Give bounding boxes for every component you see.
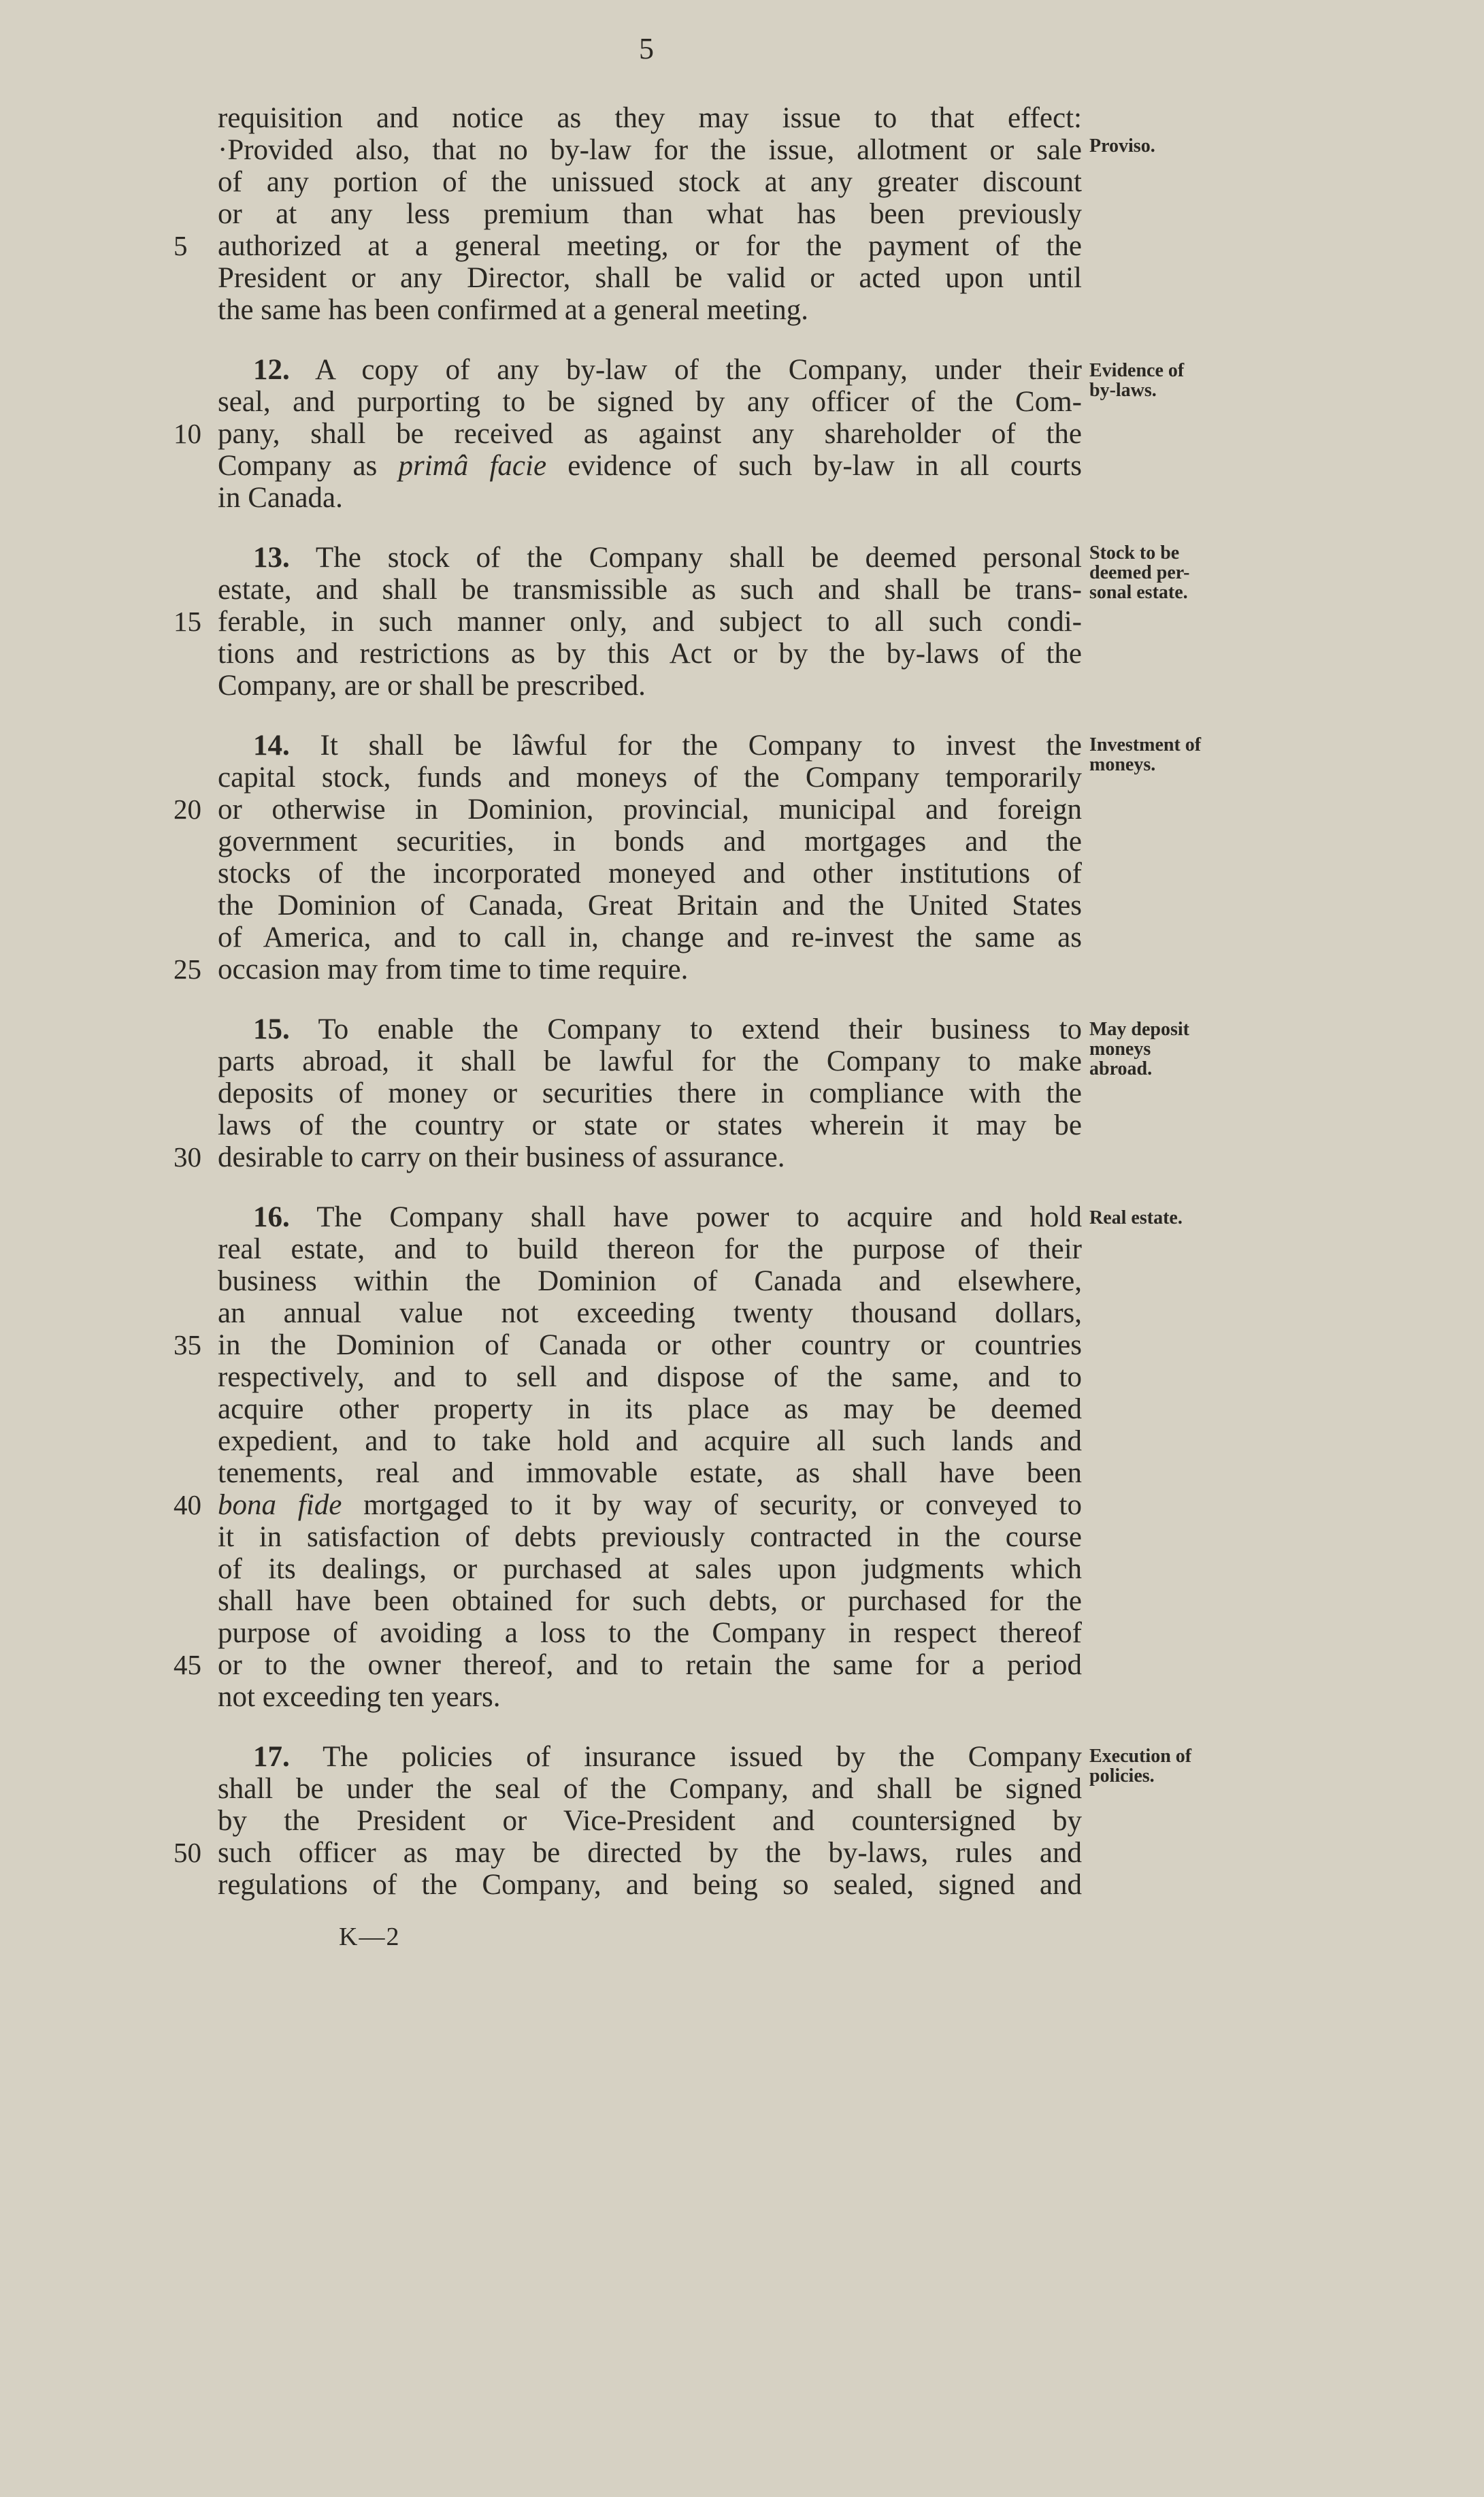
text-line (218, 1585, 1082, 1617)
side-note-line: May deposit (1089, 1019, 1189, 1040)
text-line (218, 1297, 1082, 1329)
line-text: seal, and purporting to be signed by any officer of the Com- (218, 386, 1082, 418)
side-note-line: moneys. (1089, 754, 1156, 775)
line-text: authorized at a general meeting, or for the payment of the (218, 230, 1082, 262)
section-number: 12. (253, 354, 290, 386)
line-text: It shall be lâwful for the Company to invest the (289, 730, 1082, 762)
line-number: 25 (174, 953, 201, 985)
side-note-line: Stock to be (1089, 542, 1180, 564)
text-line (218, 1869, 1082, 1901)
side-note-line: Execution of (1089, 1746, 1192, 1767)
line-text: an annual value not exceeding twenty thousand dollars, (218, 1297, 1082, 1329)
line-text: tions and restrictions as by this Act or by the by-laws of the (218, 638, 1082, 670)
text-line (218, 294, 1082, 326)
line-text: The stock of the Company shall be deemed personal (289, 542, 1082, 574)
text-line (218, 858, 1082, 890)
text-line (218, 354, 1082, 386)
text-line (218, 262, 1082, 294)
text-line (218, 166, 1082, 198)
text-line (218, 1521, 1082, 1553)
line-text: it in satisfaction of debts previously contracted in the course (218, 1521, 1082, 1553)
side-note (1089, 136, 1253, 156)
line-text: ferable, in such manner only, and subject to all such condi- (218, 606, 1082, 638)
side-note-line: abroad. (1089, 1058, 1153, 1079)
text-line (218, 1489, 1082, 1521)
text-line (218, 1109, 1082, 1141)
line-text: To enable the Company to extend their business to (289, 1013, 1082, 1045)
side-note-line: Investment of (1089, 734, 1202, 755)
text-line (218, 890, 1082, 921)
text-line (218, 606, 1082, 638)
text-line (218, 1617, 1082, 1649)
side-note (1089, 543, 1253, 602)
text-line (218, 102, 1082, 134)
line-text: or at any less premium than what has been previously (218, 198, 1082, 230)
line-text: real estate, and to build thereon for the purpose of their (218, 1233, 1082, 1265)
section-number: 15. (253, 1013, 290, 1045)
line-text: shall have been obtained for such debts, or purchased for the (218, 1585, 1082, 1617)
text-line (218, 1805, 1082, 1837)
line-text: pany, shall be received as against any shareholder of the (218, 418, 1082, 450)
line-number: 30 (174, 1141, 201, 1173)
line-number: 50 (174, 1837, 201, 1868)
section-number: 17. (253, 1741, 290, 1773)
text-line (218, 794, 1082, 826)
section-number: 13. (253, 542, 290, 574)
text-line (218, 418, 1082, 450)
text-line (218, 230, 1082, 262)
text-line (218, 1837, 1082, 1869)
text-line (218, 638, 1082, 670)
line-number: 20 (174, 794, 201, 825)
italic-phrase: bona fide (218, 1489, 342, 1521)
line-text: or otherwise in Dominion, provincial, municipal and foreign (218, 794, 1082, 826)
line-text: A copy of any by-law of the Company, under their (289, 354, 1082, 386)
text-line (218, 1201, 1082, 1233)
italic-phrase: primâ facie (398, 450, 547, 482)
text-line (218, 953, 1082, 985)
text-line (218, 198, 1082, 230)
line-text: estate, and shall be transmissible as such and shall be trans- (218, 574, 1082, 606)
page-number: 5 (639, 32, 654, 65)
line-text: in the Dominion of Canada or other country or countries (218, 1329, 1082, 1361)
side-note-line: deemed per- (1089, 562, 1190, 583)
line-text: respectively, and to sell and dispose of the same, and to (218, 1361, 1082, 1393)
signature-mark: K—2 (339, 1923, 401, 1951)
text-line (218, 1773, 1082, 1805)
line-text: or to the owner thereof, and to retain the same for a period (218, 1649, 1082, 1681)
section-number: 14. (253, 730, 290, 762)
side-note (1089, 1208, 1253, 1228)
line-text: occasion may from time to time require. (218, 953, 689, 985)
text-line (218, 1393, 1082, 1425)
line-text: of any portion of the unissued stock at any greater discount (218, 166, 1082, 198)
side-note (1089, 361, 1253, 400)
line-text: of its dealings, or purchased at sales upon judgments which (218, 1553, 1082, 1585)
text-line (218, 1741, 1082, 1773)
text-line (218, 1077, 1082, 1109)
line-text: stocks of the incorporated moneyed and other institutions of (218, 858, 1082, 890)
text-line (218, 1045, 1082, 1077)
side-note-line: Evidence of (1089, 360, 1185, 381)
line-number: 35 (174, 1329, 201, 1360)
line-text: mortgaged to it by way of security, or conveyed to (342, 1489, 1083, 1521)
line-text: tenements, real and immovable estate, as shall have been (218, 1457, 1082, 1489)
text-line (218, 1141, 1082, 1173)
side-note-line: policies. (1089, 1765, 1155, 1786)
line-text: not exceeding ten years. (218, 1681, 501, 1713)
line-text: expedient, and to take hold and acquire all such lands and (218, 1425, 1082, 1457)
text-line (218, 482, 1082, 514)
line-number: 10 (174, 418, 201, 449)
text-line (218, 542, 1082, 574)
side-note (1089, 1019, 1253, 1079)
line-number: 15 (174, 606, 201, 637)
line-text: of America, and to call in, change and re-invest the same as (218, 921, 1082, 953)
text-line (218, 1361, 1082, 1393)
line-text: the same has been confirmed at a general meeting. (218, 294, 808, 326)
line-text: Company as (218, 450, 399, 482)
line-text: such officer as may be directed by the by-laws, rules and (218, 1837, 1082, 1869)
line-number: 5 (174, 230, 188, 261)
side-note-line: moneys (1089, 1039, 1151, 1060)
line-text: deposits of money or securities there in compliance with the (218, 1077, 1082, 1109)
text-line (218, 574, 1082, 606)
text-line (218, 386, 1082, 418)
line-text: purpose of avoiding a loss to the Company in respect thereof (218, 1617, 1082, 1649)
text-line (218, 670, 1082, 702)
line-text: the Dominion of Canada, Great Britain and the United States (218, 890, 1082, 921)
text-line (218, 1649, 1082, 1681)
line-text: parts abroad, it shall be lawful for the Company to make (218, 1045, 1082, 1077)
text-line (218, 134, 1082, 166)
text-line (218, 1013, 1082, 1045)
line-text: desirable to carry on their business of assurance. (218, 1141, 785, 1173)
text-line (218, 1457, 1082, 1489)
text-line (218, 1265, 1082, 1297)
line-text: evidence of such by-law in all courts (546, 450, 1082, 482)
line-text: regulations of the Company, and being so sealed, signed and (218, 1869, 1082, 1901)
line-text: The Company shall have power to acquire and hold (289, 1201, 1082, 1233)
line-text: President or any Director, shall be valid or acted upon until (218, 262, 1082, 294)
line-text: acquire other property in its place as may be deemed (218, 1393, 1082, 1425)
text-line (218, 730, 1082, 762)
line-text: in Canada. (218, 482, 343, 514)
side-note-line: sonal estate. (1089, 582, 1188, 603)
section-number: 16. (253, 1201, 290, 1233)
side-note (1089, 735, 1253, 774)
line-text: Company, are or shall be prescribed. (218, 670, 646, 702)
text-line (218, 1681, 1082, 1713)
line-text: business within the Dominion of Canada and elsewhere, (218, 1265, 1082, 1297)
side-note-line: Proviso. (1089, 135, 1155, 157)
line-text: shall be under the seal of the Company, and shall be signed (218, 1773, 1082, 1805)
line-text: capital stock, funds and moneys of the Company temporarily (218, 762, 1082, 794)
line-text: by the President or Vice-President and countersigned by (218, 1805, 1082, 1837)
text-line (218, 762, 1082, 794)
text-line (218, 450, 1082, 482)
line-number: 40 (174, 1489, 201, 1520)
line-number: 45 (174, 1649, 201, 1680)
side-note (1089, 1746, 1253, 1786)
text-line (218, 826, 1082, 858)
text-line (218, 1553, 1082, 1585)
text-line (218, 1233, 1082, 1265)
text-line (218, 1425, 1082, 1457)
side-note-line: Real estate. (1089, 1207, 1183, 1228)
line-text: government securities, in bonds and mortgages and the (218, 826, 1082, 858)
side-note-line: by-laws. (1089, 380, 1157, 401)
line-text: The policies of insurance issued by the Company (289, 1741, 1082, 1773)
text-line (218, 921, 1082, 953)
line-text: ·Provided also, that no by-law for the issue, allotment or sale (218, 134, 1082, 166)
line-text: laws of the country or state or states wherein it may be (218, 1109, 1082, 1141)
line-text: requisition and notice as they may issue to that effect: (218, 102, 1082, 134)
text-line (218, 1329, 1082, 1361)
